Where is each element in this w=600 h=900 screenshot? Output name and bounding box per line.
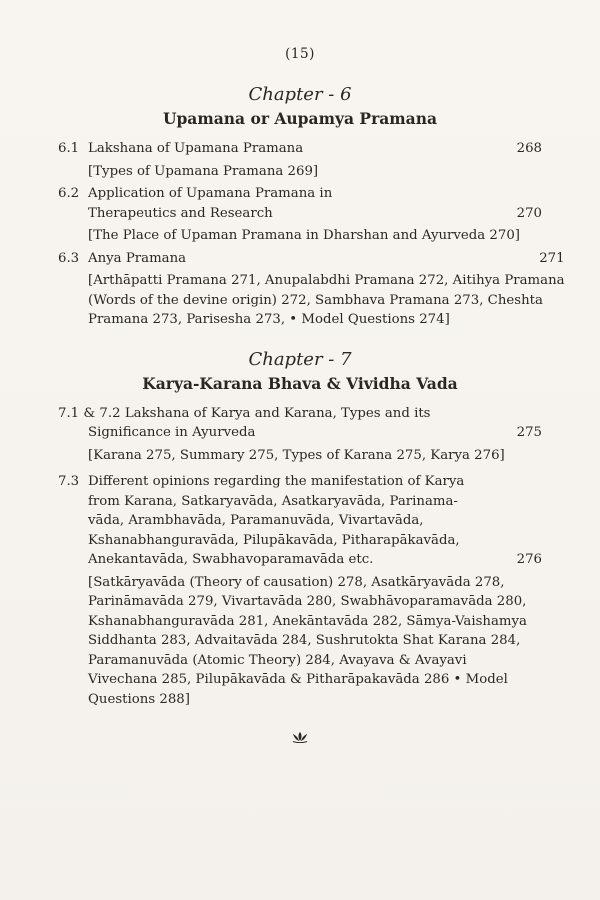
subtopic-line: Kshanabhanguravāda 281, Anekāntavāda 282, Sāmya-Vaishamya [88,613,527,629]
ornament-divider [58,728,542,747]
chapter-title: Upamana or Aupamya Pramana [162,109,438,128]
subtopic-line: Siddhanta 283, Advaitavāda 284, Sushrutokta Shat Karana 284, [88,633,521,648]
page-number: (15) [285,46,315,62]
chapter-6-section [58,84,565,333]
entry-page: 275 [516,425,542,440]
entry-subtopics [88,573,542,710]
entry-title [58,404,431,424]
entry-title-continued: vāda, Arambhavāda, Paramanuvāda, Vivartavāda, [88,513,424,528]
entry-subtopics [88,162,542,182]
toc-entry-7-3 [58,472,542,712]
subtopic-line: Questions 288] [88,691,190,707]
subtopic-line: Vivechana 285, Pilupākavāda & Pitharāpakavāda 286 • Model [88,672,508,687]
entry-title-continued: Significance in Ayurveda [88,425,256,440]
entry-page: 276 [516,552,542,567]
entry-number: 6.2 [58,186,80,201]
entry-subtopics [88,226,542,246]
toc-entry-7-1-7-2 [58,404,542,469]
subtopic-line: Pramana 273, Parisesha 273, • Model Questions 274] [88,312,450,327]
toc-entry-6-1 [58,139,542,184]
entry-subtopics [88,271,565,330]
subtopic-line: [Arthāpatti Pramana 271, Anupalabdhi Pramana 272, Aitihya Pramana [88,273,565,288]
entry-page: 270 [516,205,542,221]
toc-entry-6-2 [58,184,542,249]
entry-title-continued: Therapeutics and Research [88,205,273,221]
subtopic-line: Parināmavāda 279, Vivartavāda 280, Swabhāvoparamavāda 280, [88,594,527,609]
chapter-label: Chapter - 6 [248,84,352,105]
entry-number: 7.3 [58,474,80,489]
toc-entry-6-3 [58,249,565,333]
chapter-7-section [58,349,542,713]
entry-title: Anya Pramana [88,250,187,266]
entry-number: 6.1 [58,141,80,156]
entry-subtopics [58,446,542,466]
chapter-title: Karya-Karana Bhava & Vividha Vada [142,373,458,393]
entry-number: 7.1 & 7.2 [58,405,121,421]
entry-title-continued: from Karana, Satkaryavāda, Asatkaryavāda, Parinama- [88,493,458,509]
subtopic-line: (Words of the devine origin) 272, Sambhava Pramana 273, Cheshta [88,292,543,308]
subtopic-line: [Satkāryavāda (Theory of causation) 278, Asatkāryavāda 278, [88,574,505,590]
entry-title: Different opinions regarding the manifestation of Karya [88,474,465,489]
subtopic-line: [The Place of Upaman Pramana in Dharshan and Ayurveda 270] [88,228,520,243]
entry-title: Application of Upamana Pramana in [88,186,333,201]
lotus-ornament-icon [291,731,309,743]
entry-number: 6.3 [58,250,80,266]
entry-title-continued: Kshanabhanguravāda, Pilupākavāda, Pitharapākavāda, [88,532,460,548]
entry-title-text: Lakshana of Karya and Karana, Types and its [124,405,431,421]
chapter-label: Chapter - 7 [248,348,352,370]
subtopic-line: [Karana 275, Summary 275, Types of Karana 275, Karya 276] [88,447,505,463]
subtopic-line: Paramanuvāda (Atomic Theory) 284, Avayava & Avayavi [88,652,467,668]
entry-title: Lakshana of Upamana Pramana [88,141,304,156]
entry-page: 271 [539,250,565,266]
entry-title-continued: Anekantavāda, Swabhavoparamavāda etc. [88,552,374,567]
entry-page: 268 [516,141,542,156]
subtopic-line: [Types of Upamana Pramana 269] [88,163,319,179]
